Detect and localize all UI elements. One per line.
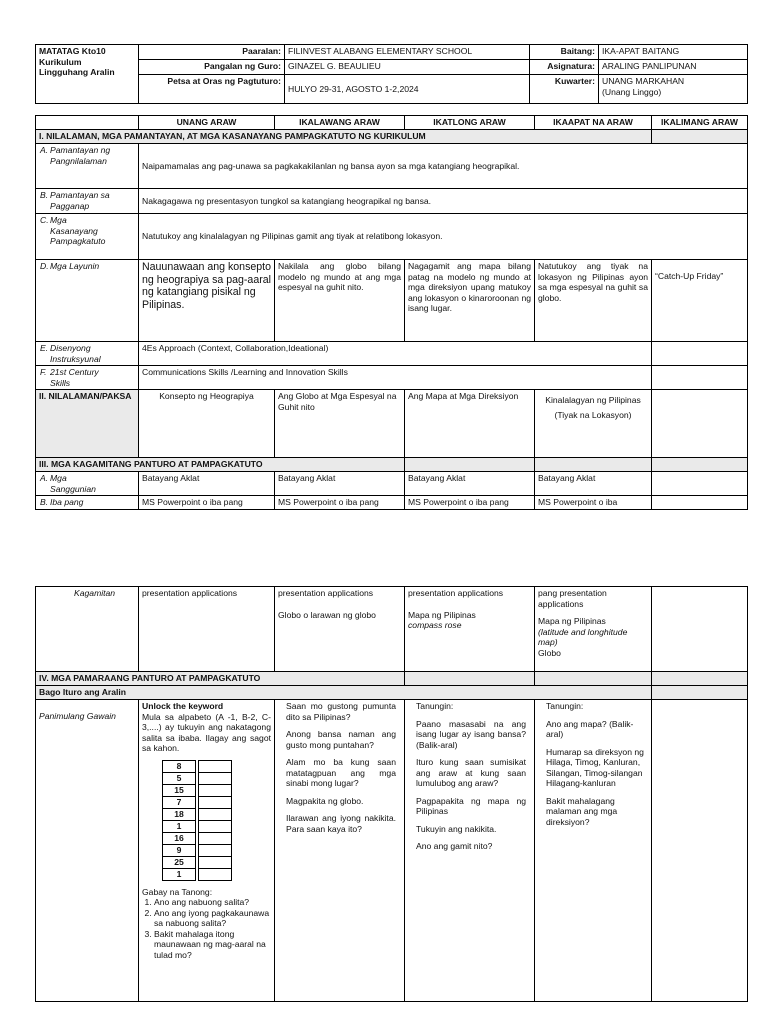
row-iiia-day5-blank <box>652 472 748 496</box>
row-e-label-text: Disenyong Instruksyunal <box>50 343 101 364</box>
keyword-answer-box[interactable] <box>199 832 232 844</box>
day-header-5: IKALIMANG ARAW <box>652 116 748 130</box>
keyword-number: 16 <box>163 832 196 844</box>
row-b-text: Nakagagawa ng presentasyon tungkol sa katangiang heograpikal ng bansa. <box>139 189 748 214</box>
day-header-1: UNANG ARAW <box>139 116 275 130</box>
row-a-label <box>36 144 139 189</box>
panimula-day3 <box>405 700 535 1002</box>
kuwarter-value-line2: (Unang Linggo) <box>602 86 662 97</box>
keyword-row <box>163 856 232 868</box>
day4-q1: Ano ang mapa? (Balik-aral) <box>546 718 634 739</box>
day3-q2: Ituro kung saan sumisikat ang araw at kung saan lumulubog ang araw? <box>416 757 526 788</box>
day4-q0: Tanungin: <box>546 701 584 711</box>
keyword-row <box>163 868 232 880</box>
row-iiib-cont-day2-b: Globo o larawan ng globo <box>278 609 376 620</box>
keyword-answer-box[interactable] <box>199 784 232 796</box>
day2-q2: Anong bansa naman ang gusto mong puntahan? <box>286 729 396 750</box>
row-iiia-day2: Batayang Aklat <box>275 472 405 496</box>
panimula-day4 <box>535 700 652 1002</box>
keyword-number: 15 <box>163 784 196 796</box>
panimula-day1 <box>139 700 275 1002</box>
row-d-label <box>36 260 139 342</box>
row-c-text: Natutukoy ang kinalalagyan ng Pilipinas gamit ang tiyak at relatibong lokasyon. <box>139 214 748 260</box>
day2-q5: Ilarawan ang iyong nakikita. Para saan kaya ito? <box>286 813 396 834</box>
header-title <box>36 45 139 104</box>
keyword-row <box>163 772 232 784</box>
asignatura-label: Asignatura: <box>530 60 599 75</box>
guro-value: GINAZEL G. BEAULIEU <box>285 60 530 75</box>
keyword-number: 1 <box>163 820 196 832</box>
keyword-number: 5 <box>163 772 196 784</box>
row-e-label <box>36 342 139 366</box>
day-header-3: IKATLONG ARAW <box>405 116 535 130</box>
section4-subtitle: Bago Ituro ang Aralin <box>36 686 652 700</box>
row-d-key: D. <box>40 261 49 271</box>
day4-q3: Bakit mahalagang malaman ang mga direksiyon? <box>546 795 618 827</box>
section3-title: III. MGA KAGAMITANG PANTURO AT PAMPAGKATUTO <box>36 458 405 472</box>
row-b-key: B. <box>40 190 49 200</box>
keyword-row <box>163 784 232 796</box>
baitang-value: IKA-APAT BAITANG <box>599 45 748 60</box>
row-iiib-cont-day3-b: Mapa ng Pilipinas <box>408 609 476 620</box>
day-header-4: IKAAPAT NA ARAW <box>535 116 652 130</box>
row-iiib-cont-day4-c: (latitude and longhitude map) <box>538 626 628 647</box>
row-e-text: 4Es Approach (Context, Collaboration,Ideational) <box>139 342 652 366</box>
row-b-label <box>36 189 139 214</box>
gabay-question-2: 2. Ano ang iyong pagkakaunawa sa nabuong salita? <box>154 908 271 929</box>
keyword-row <box>163 832 232 844</box>
keyword-answer-box[interactable] <box>199 868 232 880</box>
row-iiib-day5-blank <box>652 496 748 510</box>
row-iiia-label-text: Mga Sanggunian <box>50 473 96 494</box>
day2-q1: Saan mo gustong pumunta dito sa Pilipinas? <box>286 701 396 722</box>
header-table-wrap <box>35 44 747 104</box>
section2-day3: Ang Mapa at Mga Direksiyon <box>405 390 535 458</box>
guro-label: Pangalan ng Guro: <box>139 60 285 75</box>
row-iiib-cont-day1: presentation applications <box>139 587 275 672</box>
section2-title: II. NILALAMAN/PAKSA <box>36 390 139 458</box>
gabay-heading: Gabay na Tanong: <box>142 886 213 897</box>
panimula-day5-blank <box>652 700 748 1002</box>
gabay-list <box>142 897 271 960</box>
row-f-text: Communications Skills /Learning and Innovation Skills <box>139 366 652 390</box>
row-iiia-key: A. <box>40 473 49 483</box>
row-iiia-day1: Batayang Aklat <box>139 472 275 496</box>
section4-title-blank-3 <box>652 672 748 686</box>
kuwarter-value <box>599 75 748 104</box>
row-iiia-day4: Batayang Aklat <box>535 472 652 496</box>
section2-day4-line2: (Tiyak na Lokasyon) <box>554 409 632 420</box>
header-title-line3: Lingguhang Aralin <box>39 67 115 77</box>
keyword-row <box>163 808 232 820</box>
day2-q3: Alam mo ba kung saan matatagpuan ang mga sinabi mong lugar? <box>286 757 396 788</box>
row-c-label <box>36 214 139 260</box>
row-iiib-cont-day3 <box>405 587 535 672</box>
row-f-blank <box>652 366 748 390</box>
panimula-day2 <box>275 700 405 1002</box>
asignatura-value: ARALING PANLIPUNAN <box>599 60 748 75</box>
baitang-label: Baitang: <box>530 45 599 60</box>
section3-title-blank-3 <box>652 458 748 472</box>
row-iiib-cont-day4 <box>535 587 652 672</box>
day2-q4: Magpakita ng globo. <box>286 795 364 806</box>
keyword-answer-box[interactable] <box>199 844 232 856</box>
row-iiib-cont-day4-d: Globo <box>538 647 561 658</box>
section3-title-blank-1 <box>405 458 535 472</box>
day3-q5: Ano ang gamit nito? <box>416 841 493 851</box>
day3-q0: Tanungin: <box>416 701 454 711</box>
petsa-label: Petsa at Oras ng Pagtuturo: <box>139 75 285 104</box>
row-iiib-day1: MS Powerpoint o iba pang <box>139 496 275 510</box>
gabay-question-1: 1. Ano ang nabuong salita? <box>154 897 271 908</box>
keyword-answer-box[interactable] <box>199 772 232 784</box>
keyword-row <box>163 760 232 772</box>
row-d-day5: “Catch-Up Friday” <box>652 260 748 342</box>
section4-title: IV. MGA PAMARAANG PANTURO AT PAMPAGKATUTO <box>36 672 405 686</box>
unlock-instructions: Mula sa alpabeto (A -1, B-2, C-3,....) ay tukuyin ang nakatagong salita sa ibaba. Ilagay ang sagot sa kahon. <box>142 711 271 753</box>
row-f-label <box>36 366 139 390</box>
row-iiib-label-text: Iba pang <box>50 497 84 507</box>
row-a-key: A. <box>40 145 49 155</box>
keyword-answer-box[interactable] <box>199 808 232 820</box>
keyword-answer-box[interactable] <box>199 820 232 832</box>
row-iiib-cont-day3-a: presentation applications <box>408 588 504 598</box>
gabay-question-3: 3. Bakit mahalaga itong maunawaan ng mag-aaral na tulad mo? <box>154 929 271 961</box>
keyword-number: 18 <box>163 808 196 820</box>
row-iiib-day3: MS Powerpoint o iba pang <box>405 496 535 510</box>
row-iiib-key: B. <box>40 497 49 507</box>
row-iiib-cont-day2 <box>275 587 405 672</box>
row-iiib-cont-day4-b: Mapa ng Pilipinas <box>538 616 606 626</box>
row-d-day3: Nagagamit ang mapa bilang patag na modelo ng mundo at mga direksiyon upang matukoy ang lokasyon o kinaroroonan ng isang lugar. <box>405 260 535 342</box>
keyword-row <box>163 844 232 856</box>
section4-title-blank-2 <box>535 672 652 686</box>
section4-subtitle-blank <box>652 686 748 700</box>
row-c-label-text: Mga Kasanayang Pampagkatuto <box>50 215 106 246</box>
row-iiib-cont-label: Kagamitan <box>36 587 139 672</box>
row-iiib-day2: MS Powerpoint o iba pang <box>275 496 405 510</box>
row-d-day4: Natutukoy ang tiyak na lokasyon ng Pilipinas ayon sa mga espesyal na guhit sa globo. <box>535 260 652 342</box>
row-iiib-day4: MS Powerpoint o iba <box>535 496 652 510</box>
keyword-number: 1 <box>163 868 196 880</box>
row-iiib-label <box>36 496 139 510</box>
keyword-answer-box[interactable] <box>199 856 232 868</box>
kuwarter-label: Kuwarter: <box>530 75 599 104</box>
row-iiib-cont-day4-a: pang presentation applications <box>538 588 607 609</box>
row-d-day2: Nakilala ang globo bilang modelo ng mundo at ang mga espesyal na guhit nito. <box>275 260 405 342</box>
panimula-label: Panimulang Gawain <box>36 700 139 1002</box>
section1-title-blank <box>652 130 748 144</box>
section4-title-blank-1 <box>405 672 535 686</box>
section2-day4-line1: Kinalalagyan ng Pilipinas <box>545 395 641 405</box>
row-e-blank <box>652 342 748 366</box>
row-iiib-cont-day5-blank <box>652 587 748 672</box>
row-iiib-cont-day2-a: presentation applications <box>278 588 374 598</box>
keyword-row <box>163 796 232 808</box>
section3-title-blank-2 <box>535 458 652 472</box>
row-e-key: E. <box>40 343 49 353</box>
section2-day1: Konsepto ng Heograpiya <box>139 390 275 458</box>
section2-day4 <box>535 390 652 458</box>
row-iiia-label <box>36 472 139 496</box>
unlock-heading: Unlock the keyword <box>142 701 224 711</box>
plan-table-wrap <box>35 115 747 510</box>
keyword-answer-box[interactable] <box>199 760 232 772</box>
plan-table-cont-wrap <box>35 586 747 1002</box>
day3-q1: Paano masasabi na ang isang lugar ay isang bansa? (Balik-aral) <box>416 718 526 750</box>
row-b-label-text: Pamantayan sa Pagganap <box>50 190 110 211</box>
row-iiia-day3: Batayang Aklat <box>405 472 535 496</box>
keyword-number: 25 <box>163 856 196 868</box>
day4-q2: Humarap sa direksyon ng Hilaga, Timog, Kanluran, Silangan, Timog-silangan Hilagang-kanluran <box>546 746 644 788</box>
row-d-label-text: Mga Layunin <box>50 261 100 271</box>
row-c-key: C. <box>40 215 49 225</box>
row-d-day1: Nauunawaan ang konsepto ng heograpiya sa pag-aaral ng katangiang pisikal ng Pilipinas. <box>139 260 275 342</box>
header-title-line2: Kurikulum <box>39 56 82 67</box>
row-a-label-text: Pamantayan ng Pangnilalaman <box>50 145 111 166</box>
row-a-text: Naipamamalas ang pag-unawa sa pagkakakilanlan ng bansa ayon sa mga katangiang heograpikal. <box>139 144 748 189</box>
petsa-value: HULYO 29-31, AGOSTO 1-2,2024 <box>285 75 530 104</box>
paaralan-value: FILINVEST ALABANG ELEMENTARY SCHOOL <box>285 45 530 60</box>
plan-table <box>35 115 748 510</box>
section2-day2: Ang Globo at Mga Espesyal na Guhit nito <box>275 390 405 458</box>
header-table <box>35 44 748 104</box>
paaralan-label: Paaralan: <box>139 45 285 60</box>
keyword-number: 8 <box>163 760 196 772</box>
keyword-answer-box[interactable] <box>199 796 232 808</box>
section2-day5-blank <box>652 390 748 458</box>
header-title-line1: MATATAG Kto10 <box>39 46 106 56</box>
section1-title: I. NILALAMAN, MGA PAMANTAYAN, AT MGA KASANAYANG PAMPAGKATUTO NG KURIKULUM <box>36 130 652 144</box>
day3-q4: Tukuyin ang nakikita. <box>416 823 497 834</box>
row-f-key: F. <box>40 367 47 377</box>
kuwarter-value-line1: UNANG MARKAHAN <box>602 76 685 86</box>
row-f-label-text: 21st Century Skills <box>50 367 99 388</box>
row-iiib-cont-day3-c: compass rose <box>408 620 462 630</box>
day-header-2: IKALAWANG ARAW <box>275 116 405 130</box>
keyword-number: 7 <box>163 796 196 808</box>
day3-q3: Pagpapakita ng mapa ng Pilipinas <box>416 795 526 816</box>
keyword-grid <box>162 760 232 881</box>
keyword-row <box>163 820 232 832</box>
corner-cell <box>36 116 139 130</box>
keyword-number: 9 <box>163 844 196 856</box>
plan-table-cont <box>35 586 748 1002</box>
